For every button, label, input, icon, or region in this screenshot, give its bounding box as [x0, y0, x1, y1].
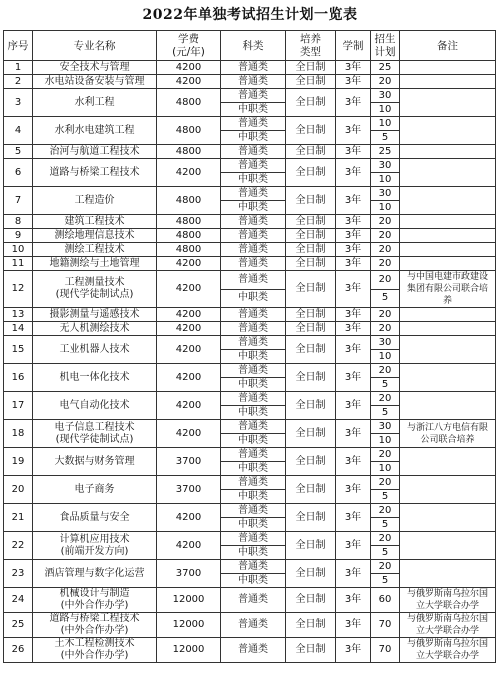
table-row [4, 638, 496, 663]
category: 普通类 [221, 308, 286, 322]
table-row [4, 322, 496, 336]
category: 中职类 [221, 350, 286, 364]
header-training-text: 培养 类型 [300, 32, 321, 58]
duration: 3年 [336, 159, 371, 187]
duration: 3年 [336, 588, 371, 613]
training-type: 全日制 [286, 271, 336, 308]
duration: 3年 [336, 215, 371, 229]
tuition-fee: 4800 [157, 117, 221, 145]
training-type: 全日制 [286, 75, 336, 89]
duration: 3年 [336, 560, 371, 588]
enrollment-plan: 20 [371, 364, 400, 378]
enrollment-plan: 10 [371, 434, 400, 448]
duration: 3年 [336, 271, 371, 308]
remark [400, 308, 496, 322]
category: 普通类 [221, 322, 286, 336]
header-training [286, 31, 336, 61]
duration: 3年 [336, 61, 371, 75]
enrollment-plan: 20 [371, 532, 400, 546]
category: 中职类 [221, 546, 286, 560]
enrollment-plan: 5 [371, 378, 400, 392]
table-row [4, 145, 496, 159]
tuition-fee: 4200 [157, 61, 221, 75]
header-no: 序号 [4, 31, 33, 61]
enrollment-plan: 20 [371, 243, 400, 257]
enrollment-plan: 20 [371, 504, 400, 518]
header-plan [371, 31, 400, 61]
enrollment-plan: 5 [371, 490, 400, 504]
duration: 3年 [336, 476, 371, 504]
table-row [4, 159, 496, 173]
major-name: 道路与桥梁工程技术 (中外合作办学) [33, 613, 157, 638]
training-type: 全日制 [286, 504, 336, 532]
header-plan-text: 招生 计划 [374, 32, 396, 58]
tuition-fee: 3700 [157, 560, 221, 588]
tuition-fee: 4200 [157, 257, 221, 271]
major-name: 电气自动化技术 [33, 392, 157, 420]
major-name: 测绘地理信息技术 [33, 229, 157, 243]
tuition-fee: 4800 [157, 89, 221, 117]
table-row [4, 448, 496, 462]
row-no: 2 [4, 75, 33, 89]
enrollment-plan-table [3, 30, 496, 663]
enrollment-plan: 30 [371, 89, 400, 103]
remark [400, 257, 496, 271]
duration: 3年 [336, 392, 371, 420]
category: 普通类 [221, 117, 286, 131]
category: 中职类 [221, 289, 286, 308]
enrollment-plan: 5 [371, 518, 400, 532]
category: 普通类 [221, 448, 286, 462]
duration: 3年 [336, 364, 371, 392]
table-row [4, 532, 496, 546]
major-name: 工程测量技术 (现代学徒制试点) [33, 271, 157, 308]
tuition-fee: 4800 [157, 145, 221, 159]
category: 普通类 [221, 75, 286, 89]
table-row [4, 61, 496, 75]
duration: 3年 [336, 89, 371, 117]
remark [400, 476, 496, 504]
duration: 3年 [336, 613, 371, 638]
tuition-fee: 3700 [157, 448, 221, 476]
major-name: 电子商务 [33, 476, 157, 504]
enrollment-plan: 20 [371, 560, 400, 574]
table-row [4, 613, 496, 638]
major-name: 地籍测绘与土地管理 [33, 257, 157, 271]
row-no: 8 [4, 215, 33, 229]
enrollment-plan: 25 [371, 145, 400, 159]
training-type: 全日制 [286, 187, 336, 215]
tuition-fee: 4200 [157, 322, 221, 336]
table-row [4, 392, 496, 406]
table-row [4, 187, 496, 201]
remark [400, 392, 496, 420]
remark [400, 322, 496, 336]
enrollment-plan: 10 [371, 462, 400, 476]
row-no: 5 [4, 145, 33, 159]
row-no: 23 [4, 560, 33, 588]
remark [400, 448, 496, 476]
category: 普通类 [221, 588, 286, 613]
major-name: 工业机器人技术 [33, 336, 157, 364]
tuition-fee: 4200 [157, 364, 221, 392]
major-name: 工程造价 [33, 187, 157, 215]
table-row [4, 588, 496, 613]
row-no: 1 [4, 61, 33, 75]
remark [400, 145, 496, 159]
enrollment-plan: 5 [371, 546, 400, 560]
tuition-fee: 4800 [157, 187, 221, 215]
duration: 3年 [336, 187, 371, 215]
duration: 3年 [336, 257, 371, 271]
training-type: 全日制 [286, 420, 336, 448]
remark [400, 89, 496, 117]
tuition-fee: 12000 [157, 588, 221, 613]
category: 中职类 [221, 490, 286, 504]
remark: 与中国电建市政建设集团有限公司联合培养 [400, 271, 496, 308]
training-type: 全日制 [286, 613, 336, 638]
enrollment-plan: 20 [371, 271, 400, 290]
duration: 3年 [336, 145, 371, 159]
row-no: 16 [4, 364, 33, 392]
major-name: 机械设计与制造 (中外合作办学) [33, 588, 157, 613]
training-type: 全日制 [286, 336, 336, 364]
category: 普通类 [221, 364, 286, 378]
tuition-fee: 4200 [157, 159, 221, 187]
training-type: 全日制 [286, 308, 336, 322]
training-type: 全日制 [286, 322, 336, 336]
remark [400, 364, 496, 392]
table-row [4, 75, 496, 89]
table-row [4, 336, 496, 350]
category: 普通类 [221, 243, 286, 257]
row-no: 3 [4, 89, 33, 117]
row-no: 20 [4, 476, 33, 504]
major-name: 测绘工程技术 [33, 243, 157, 257]
major-name: 安全技术与管理 [33, 61, 157, 75]
remark [400, 532, 496, 560]
training-type: 全日制 [286, 532, 336, 560]
category: 普通类 [221, 613, 286, 638]
table-row [4, 364, 496, 378]
training-type: 全日制 [286, 448, 336, 476]
category: 普通类 [221, 61, 286, 75]
category: 普通类 [221, 145, 286, 159]
category: 中职类 [221, 406, 286, 420]
enrollment-plan: 70 [371, 638, 400, 663]
training-type: 全日制 [286, 257, 336, 271]
enrollment-plan: 60 [371, 588, 400, 613]
training-type: 全日制 [286, 588, 336, 613]
category: 中职类 [221, 378, 286, 392]
row-no: 25 [4, 613, 33, 638]
duration: 3年 [336, 504, 371, 532]
enrollment-plan: 20 [371, 322, 400, 336]
duration: 3年 [336, 229, 371, 243]
table-row [4, 560, 496, 574]
remark [400, 187, 496, 215]
header-fee-text: 学费 (元/年) [172, 32, 205, 58]
enrollment-plan: 20 [371, 476, 400, 490]
table-row [4, 117, 496, 131]
row-no: 4 [4, 117, 33, 145]
row-no: 13 [4, 308, 33, 322]
category: 中职类 [221, 131, 286, 145]
row-no: 24 [4, 588, 33, 613]
enrollment-plan: 20 [371, 308, 400, 322]
major-name: 摄影测量与遥感技术 [33, 308, 157, 322]
remark [400, 159, 496, 187]
row-no: 18 [4, 420, 33, 448]
major-name: 电子信息工程技术 (现代学徒制试点) [33, 420, 157, 448]
major-name: 机电一体化技术 [33, 364, 157, 392]
row-no: 21 [4, 504, 33, 532]
category: 中职类 [221, 518, 286, 532]
major-name: 水电站设备安装与管理 [33, 75, 157, 89]
training-type: 全日制 [286, 638, 336, 663]
remark [400, 75, 496, 89]
tuition-fee: 4200 [157, 392, 221, 420]
category: 普通类 [221, 420, 286, 434]
page-title: 2022年单独考试招生计划一览表 [142, 7, 358, 23]
tuition-fee: 4800 [157, 229, 221, 243]
category: 中职类 [221, 434, 286, 448]
duration: 3年 [336, 336, 371, 364]
category: 普通类 [221, 187, 286, 201]
enrollment-plan: 10 [371, 117, 400, 131]
category: 普通类 [221, 532, 286, 546]
remark [400, 336, 496, 364]
remark [400, 61, 496, 75]
duration: 3年 [336, 117, 371, 145]
header-category: 科类 [221, 31, 286, 61]
duration: 3年 [336, 420, 371, 448]
tuition-fee: 4800 [157, 243, 221, 257]
duration: 3年 [336, 448, 371, 476]
remark [400, 215, 496, 229]
enrollment-plan: 20 [371, 257, 400, 271]
category: 普通类 [221, 159, 286, 173]
training-type: 全日制 [286, 364, 336, 392]
remark: 与俄罗斯南乌拉尔国立大学联合办学 [400, 588, 496, 613]
category: 中职类 [221, 173, 286, 187]
duration: 3年 [336, 308, 371, 322]
training-type: 全日制 [286, 89, 336, 117]
tuition-fee: 4200 [157, 420, 221, 448]
training-type: 全日制 [286, 229, 336, 243]
duration: 3年 [336, 243, 371, 257]
row-no: 11 [4, 257, 33, 271]
tuition-fee: 12000 [157, 613, 221, 638]
enrollment-plan: 20 [371, 392, 400, 406]
major-name: 水利水电建筑工程 [33, 117, 157, 145]
table-row [4, 476, 496, 490]
enrollment-plan: 20 [371, 75, 400, 89]
enrollment-plan: 5 [371, 574, 400, 588]
category: 中职类 [221, 574, 286, 588]
header-duration: 学制 [336, 31, 371, 61]
training-type: 全日制 [286, 243, 336, 257]
table-row [4, 504, 496, 518]
enrollment-plan: 70 [371, 613, 400, 638]
duration: 3年 [336, 75, 371, 89]
major-name: 酒店管理与数字化运营 [33, 560, 157, 588]
remark [400, 229, 496, 243]
tuition-fee: 4200 [157, 532, 221, 560]
row-no: 7 [4, 187, 33, 215]
remark [400, 504, 496, 532]
category: 普通类 [221, 271, 286, 290]
table-row [4, 243, 496, 257]
category: 普通类 [221, 638, 286, 663]
duration: 3年 [336, 638, 371, 663]
category: 普通类 [221, 89, 286, 103]
enrollment-plan: 10 [371, 103, 400, 117]
row-no: 26 [4, 638, 33, 663]
enrollment-plan: 20 [371, 229, 400, 243]
major-name: 食品质量与安全 [33, 504, 157, 532]
major-name: 治河与航道工程技术 [33, 145, 157, 159]
category: 普通类 [221, 392, 286, 406]
enrollment-plan: 5 [371, 406, 400, 420]
header-row [4, 31, 496, 61]
remark [400, 560, 496, 588]
category: 中职类 [221, 201, 286, 215]
tuition-fee: 4200 [157, 271, 221, 308]
table-row [4, 271, 496, 290]
category: 中职类 [221, 103, 286, 117]
row-no: 14 [4, 322, 33, 336]
header-major: 专业名称 [33, 31, 157, 61]
category: 普通类 [221, 560, 286, 574]
row-no: 22 [4, 532, 33, 560]
row-no: 17 [4, 392, 33, 420]
category: 普通类 [221, 336, 286, 350]
enrollment-plan: 25 [371, 61, 400, 75]
enrollment-plan: 10 [371, 350, 400, 364]
table-row [4, 308, 496, 322]
tuition-fee: 12000 [157, 638, 221, 663]
tuition-fee: 4200 [157, 308, 221, 322]
training-type: 全日制 [286, 560, 336, 588]
remark: 与俄罗斯南乌拉尔国立大学联合办学 [400, 613, 496, 638]
remark [400, 243, 496, 257]
category: 普通类 [221, 215, 286, 229]
header-remark: 备注 [400, 31, 496, 61]
duration: 3年 [336, 532, 371, 560]
enrollment-plan: 10 [371, 173, 400, 187]
category: 普通类 [221, 257, 286, 271]
table-row [4, 257, 496, 271]
row-no: 19 [4, 448, 33, 476]
major-name: 无人机测绘技术 [33, 322, 157, 336]
tuition-fee: 3700 [157, 476, 221, 504]
enrollment-plan: 10 [371, 201, 400, 215]
category: 普通类 [221, 476, 286, 490]
remark [400, 117, 496, 145]
table-row [4, 89, 496, 103]
major-name: 道路与桥梁工程技术 [33, 159, 157, 187]
training-type: 全日制 [286, 145, 336, 159]
row-no: 12 [4, 271, 33, 308]
duration: 3年 [336, 322, 371, 336]
enrollment-plan: 30 [371, 159, 400, 173]
enrollment-plan: 30 [371, 187, 400, 201]
remark: 与俄罗斯南乌拉尔国立大学联合办学 [400, 638, 496, 663]
major-name: 计算机应用技术 (前端开发方向) [33, 532, 157, 560]
enrollment-plan: 20 [371, 448, 400, 462]
header-fee [157, 31, 221, 61]
enrollment-plan: 30 [371, 336, 400, 350]
enrollment-plan: 5 [371, 131, 400, 145]
major-name: 水利工程 [33, 89, 157, 117]
category: 中职类 [221, 462, 286, 476]
table-row [4, 215, 496, 229]
tuition-fee: 4200 [157, 504, 221, 532]
enrollment-plan: 20 [371, 215, 400, 229]
tuition-fee: 4200 [157, 75, 221, 89]
category: 普通类 [221, 504, 286, 518]
table-row [4, 420, 496, 434]
training-type: 全日制 [286, 117, 336, 145]
training-type: 全日制 [286, 61, 336, 75]
row-no: 15 [4, 336, 33, 364]
major-name: 建筑工程技术 [33, 215, 157, 229]
major-name: 土木工程检测技术 (中外合作办学) [33, 638, 157, 663]
remark: 与浙江八方电信有限公司联合培养 [400, 420, 496, 448]
row-no: 10 [4, 243, 33, 257]
table-body [4, 61, 496, 663]
row-no: 6 [4, 159, 33, 187]
training-type: 全日制 [286, 476, 336, 504]
tuition-fee: 4200 [157, 336, 221, 364]
table-row [4, 229, 496, 243]
training-type: 全日制 [286, 215, 336, 229]
training-type: 全日制 [286, 159, 336, 187]
category: 普通类 [221, 229, 286, 243]
training-type: 全日制 [286, 392, 336, 420]
major-name: 大数据与财务管理 [33, 448, 157, 476]
enrollment-plan: 30 [371, 420, 400, 434]
row-no: 9 [4, 229, 33, 243]
enrollment-plan: 5 [371, 289, 400, 308]
tuition-fee: 4800 [157, 215, 221, 229]
